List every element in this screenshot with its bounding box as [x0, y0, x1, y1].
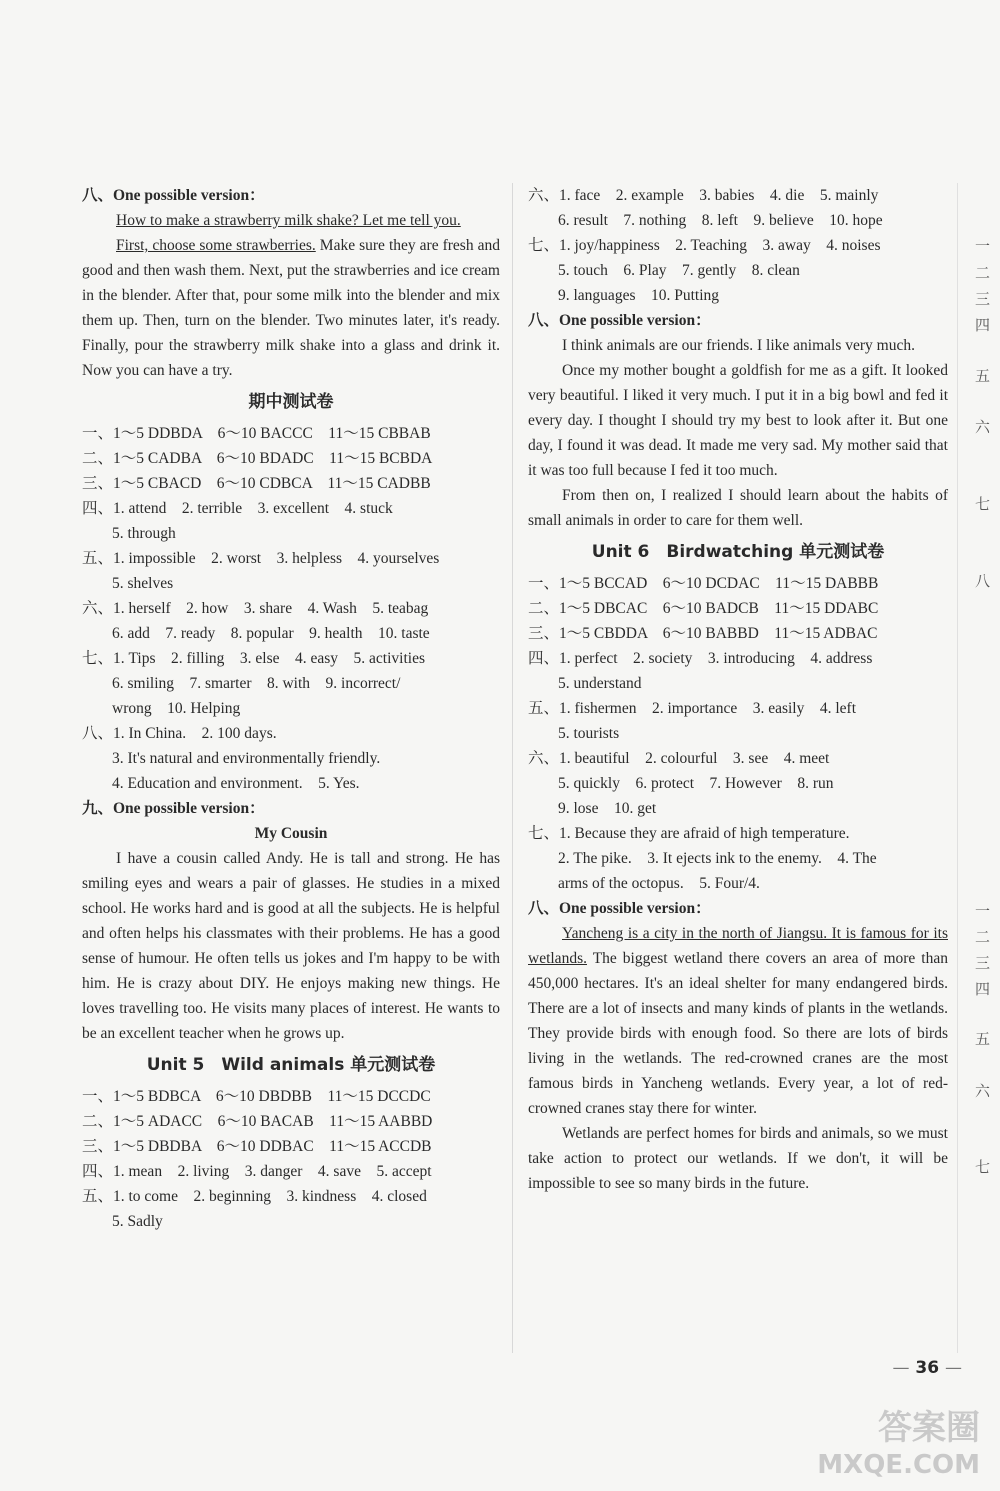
section-9-heading: 九、One possible version：: [82, 800, 265, 817]
watermark-logo: 答案圈: [878, 1408, 980, 1448]
section-8-heading: 八、One possible version：: [528, 312, 711, 329]
answer-line: 3. It's natural and environmentally friendly.: [112, 750, 381, 767]
answer-line: 四、1. attend 2. terrible 3. excellent 4. stuck: [82, 500, 393, 517]
edge-mark: 五: [975, 367, 991, 385]
edge-mark: 三: [975, 290, 991, 308]
essay-yancheng-p1: Yancheng is a city in the north of Jiangsu. It is famous for its wetlands. The biggest wetland there covers an area of more than 450,000 hectares. It's an ideal shelter for many endangered birds. There are a lot of insects and many kinds of plants in the wetlands. They provide birds with enough food. So there are lots of birds living in the wetlands. The red-crowned cranes are the most famous birds in Yancheng wetlands. Every year, a lot of red-crowned cranes stay there for winter.: [528, 925, 948, 1117]
edge-mark: 二: [975, 928, 991, 946]
answer-line: 七、1. Tips 2. filling 3. else 4. easy 5. activities: [82, 650, 425, 667]
answer-line: 八、1. In China. 2. 100 days.: [82, 725, 277, 742]
answer-line: 四、1. mean 2. living 3. danger 4. save 5. accept: [82, 1163, 432, 1180]
answer-line: 9. languages 10. Putting: [558, 287, 720, 304]
answer-line: 6. result 7. nothing 8. left 9. believe 10. hope: [558, 212, 883, 229]
edge-mark: 七: [975, 1158, 991, 1176]
answer-line: 三、1～5 DBDBA 6～10 DDBAC 11～15 ACCDB: [82, 1138, 432, 1155]
answer-line: 5. Sadly: [112, 1213, 163, 1230]
page-number-value: 36: [915, 1358, 940, 1378]
answer-line: 二、1～5 ADACC 6～10 BACAB 11～15 AABBD: [82, 1113, 433, 1130]
unit6-title: Unit 6 Birdwatching 单元测试卷: [591, 542, 885, 562]
answer-line: 5. shelves: [112, 575, 174, 592]
watermark-url: MXQE.COM: [817, 1450, 980, 1480]
answer-line: 二、1～5 CADBA 6～10 BDADC 11～15 BCBDA: [82, 450, 433, 467]
answer-line: 五、1. impossible 2. worst 3. helpless 4. yourselves: [82, 550, 440, 567]
answer-line: wrong 10. Helping: [112, 700, 241, 717]
unit6-answers: [528, 571, 948, 896]
answer-line: 六、1. herself 2. how 3. share 4. Wash 5. teabag: [82, 600, 429, 617]
essay-cousin-title: My Cousin: [254, 825, 328, 842]
answer-line: 二、1～5 DBCAC 6～10 BADCB 11～15 DDABC: [528, 600, 879, 617]
edge-mark: 八: [975, 572, 991, 590]
answer-line: 三、1～5 CBDDA 6～10 BABBD 11～15 ADBAC: [528, 625, 878, 642]
answer-line: arms of the octopus. 5. Four/4.: [558, 875, 760, 892]
answer-line: 2. The pike. 3. It ejects ink to the enemy. 4. The: [558, 850, 877, 867]
answer-line: 4. Education and environment. 5. Yes.: [112, 775, 360, 792]
answer-line: 三、1～5 CBACD 6～10 CDBCA 11～15 CADBB: [82, 475, 431, 492]
answer-line: 五、1. fishermen 2. importance 3. easily 4. left: [528, 700, 857, 717]
edge-mark: 一: [975, 237, 991, 255]
essay-yancheng-p2: Wetlands are perfect homes for birds and animals, so we must take action to protect our wetlands. If we don't, it will be impossible to see so many birds in the future.: [528, 1125, 948, 1192]
answer-line: 6. add 7. ready 8. popular 9. health 10. taste: [112, 625, 430, 642]
next-page-edge-line: [957, 183, 958, 1353]
right-column: [528, 183, 948, 1196]
edge-mark: 四: [975, 980, 991, 998]
edge-mark: 二: [975, 264, 991, 282]
edge-mark: 五: [975, 1030, 991, 1048]
edge-mark: 三: [975, 954, 991, 972]
essay-animals-p1: I think animals are our friends. I like animals very much.: [562, 337, 915, 354]
answer-line: 六、1. face 2. example 3. babies 4. die 5. mainly: [528, 187, 879, 204]
answer-line: 5. touch 6. Play 7. gently 8. clean: [558, 262, 800, 279]
midterm-title: 期中测试卷: [248, 392, 334, 412]
unit5-answers: [82, 1084, 500, 1234]
answer-line: 5. tourists: [558, 725, 620, 742]
left-column: [82, 183, 500, 1234]
answer-line: 六、1. beautiful 2. colourful 3. see 4. meet: [528, 750, 830, 767]
edge-mark: 一: [975, 902, 991, 920]
answer-line: 5. through: [112, 525, 176, 542]
edge-mark: 四: [975, 316, 991, 334]
essay-strawberry-p1: How to make a strawberry milk shake? Let me tell you.: [116, 212, 461, 229]
unit5-title: Unit 5 Wild animals 单元测试卷: [146, 1055, 436, 1075]
edge-mark: 六: [975, 418, 991, 436]
section-8b-heading: 八、One possible version：: [528, 900, 711, 917]
answer-line: 一、1～5 DDBDA 6～10 BACCC 11～15 CBBAB: [82, 425, 431, 442]
answer-line: 七、1. joy/happiness 2. Teaching 3. away 4. noises: [528, 237, 881, 254]
answer-line: 一、1～5 BDBCA 6～10 DBDBB 11～15 DCCDC: [82, 1088, 431, 1105]
answer-line: 七、1. Because they are afraid of high temperature.: [528, 825, 850, 842]
edge-mark: 六: [975, 1082, 991, 1100]
page-number: — 36 —: [892, 1358, 962, 1378]
answer-line: 6. smiling 7. smarter 8. with 9. incorrect/: [112, 675, 401, 692]
answer-line: 9. lose 10. get: [558, 800, 657, 817]
answer-line: 5. understand: [558, 675, 642, 692]
column-divider: [512, 183, 513, 1353]
essay-animals-p3: From then on, I realized I should learn about the habits of small animals in order to care for them well.: [528, 487, 948, 529]
essay-cousin-text: I have a cousin called Andy. He is tall and strong. He has smiling eyes and wears a pair of glasses. He studies in a mixed school. He works hard and is good at all the subjects. He is helpful and often helps his classmates with their problems. He has a good sense of humour. He often tells us jokes and I'm happy to be with him. He is crazy about DIY. He enjoys making new things. He loves travelling too. He visits many places of interest. He wants to be an excellent teacher when he grows up.: [82, 850, 500, 1042]
edge-mark: 七: [975, 495, 991, 513]
answer-line: 5. quickly 6. protect 7. However 8. run: [558, 775, 834, 792]
essay-strawberry-p2: First, choose some strawberries. Make sure they are fresh and good and then wash them. Next, put the strawberries and ice cream in the blender. After that, pour some milk into the blender and mix them up. Then, turn on the blender. Two minutes later, it's ready. Finally, pour the strawberry milk shake into a glass and drink it. Now you can have a try.: [82, 237, 500, 379]
answer-line: 五、1. to come 2. beginning 3. kindness 4. closed: [82, 1188, 427, 1205]
section-8-heading: 八、One possible version：: [82, 187, 265, 204]
midterm-answers: [82, 421, 500, 796]
answer-line: 一、1～5 BCCAD 6～10 DCDAC 11～15 DABBB: [528, 575, 879, 592]
answer-line: 四、1. perfect 2. society 3. introducing 4. address: [528, 650, 873, 667]
essay-animals-p2: Once my mother bought a goldfish for me as a gift. It looked very beautiful. I liked it very much. I put it in a big bowl and fed it every day. I thought I should try my best to look after it. But one day, I found it was dead. It made me very sad. My mother said that it was too full because I fed it too much.: [528, 362, 948, 479]
